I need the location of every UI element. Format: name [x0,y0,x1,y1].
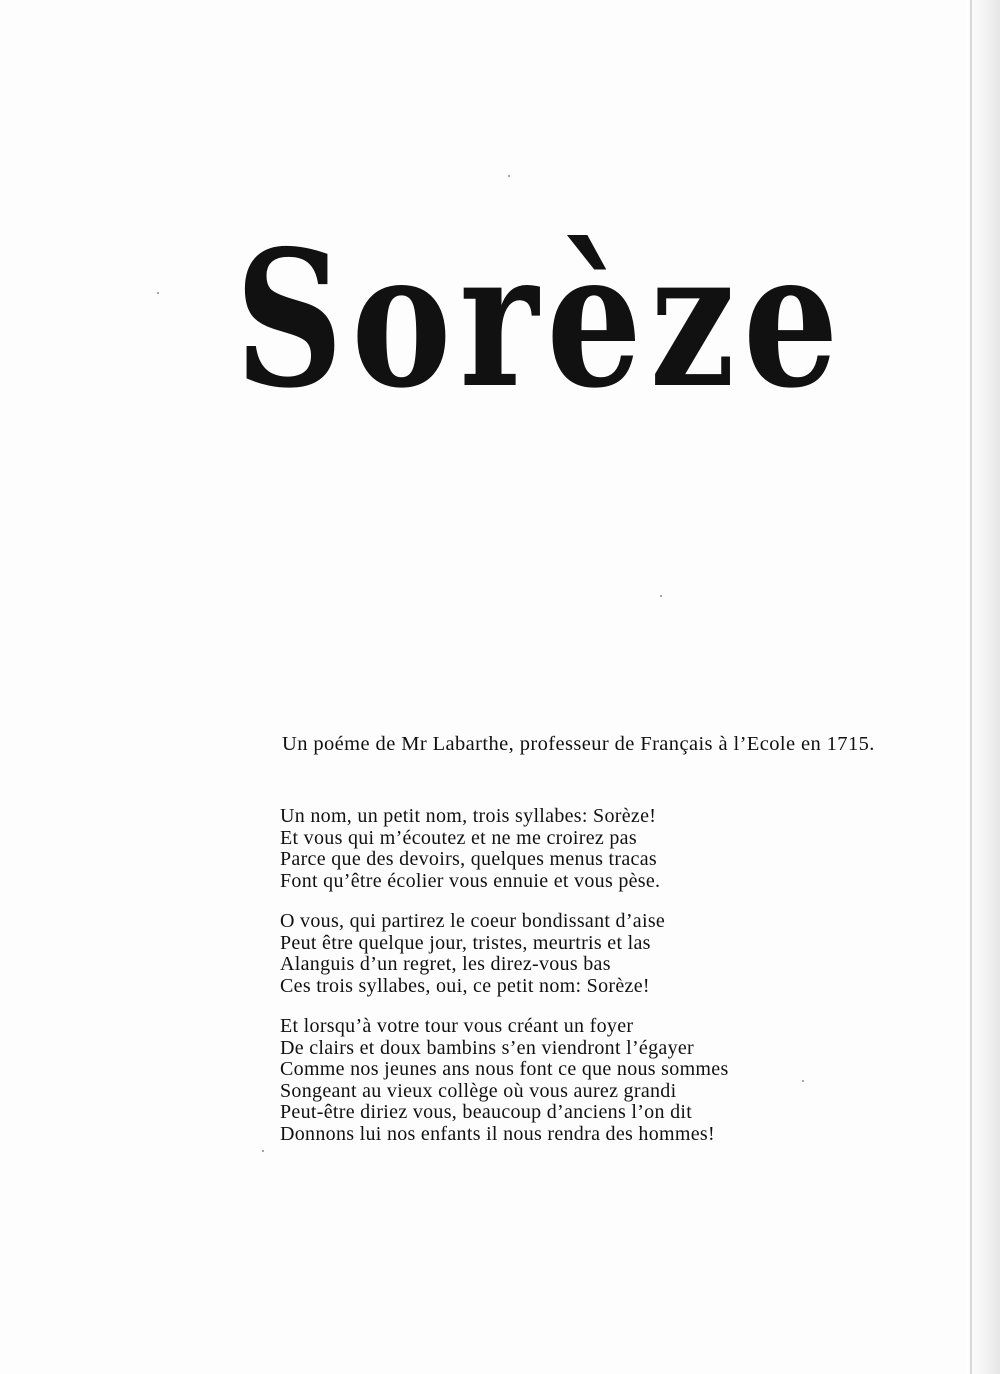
poem-line: Donnons lui nos enfants il nous rendra des hommes! [280,1122,715,1145]
poem-line: Parce que des devoirs, quelques menus tracas [280,848,657,870]
poem-line: Et vous qui m’écoutez et ne me croirez pas [280,826,637,849]
poem-line: Ces trois syllabes, oui, ce petit nom: Sorèze! [280,974,650,997]
poem-line: De clairs et doux bambins s’en viendront l’égayer [280,1036,695,1059]
poem-line: O vous, qui partirez le coeur bondissant d’aise [280,910,666,932]
poem-line: Peut-être diriez vous, beaucoup d’anciens l’on dit [280,1101,693,1123]
poem-line: Un nom, un petit nom, trois syllabes: Sorèze! [280,805,657,827]
scan-speck [508,175,510,177]
scan-speck [157,292,159,294]
scan-speck [262,1150,264,1152]
poem-attribution: Un poéme de Mr Labarthe, professeur de Français à l’Ecole en 1715. [282,733,875,755]
poem-line: Comme nos jeunes ans nous font ce que nous sommes [280,1058,729,1080]
poem-stanza-2 [280,911,820,997]
scan-speck [660,595,662,597]
poem-line: Songeant au vieux collège où vous aurez grandi [280,1079,677,1102]
poem-stanza-1 [280,806,820,892]
poem-line: Peut être quelque jour, tristes, meurtris et las [280,931,651,954]
poem [280,806,820,1164]
poem-line: Font qu’être écolier vous ennuie et vous pèse. [280,869,661,892]
poem-line: Alanguis d’un regret, les direz-vous bas [280,953,611,975]
page-title: Sorèze [235,210,847,430]
poem-line: Et lorsqu’à votre tour vous créant un foyer [280,1015,634,1037]
page-edge-line [970,0,972,1374]
poem-stanza-3 [280,1016,820,1145]
